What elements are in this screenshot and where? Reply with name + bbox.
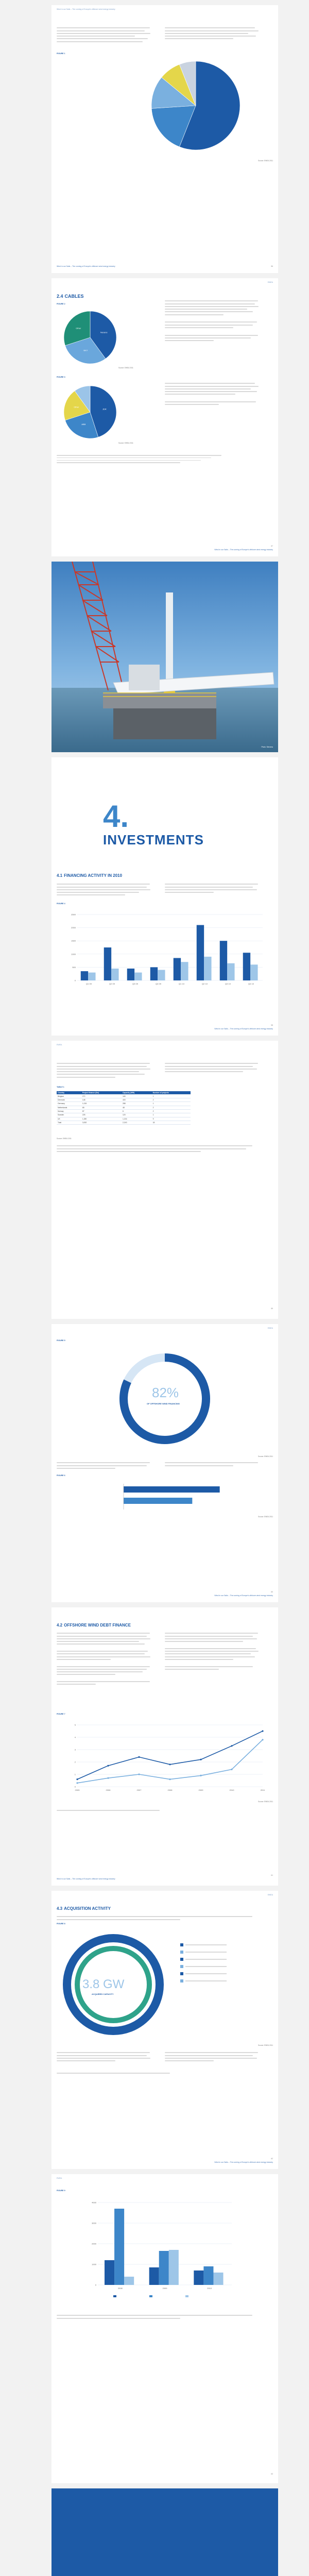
pie-slice-label: Other xyxy=(74,405,79,409)
bar-chart-acquisitions xyxy=(82,2197,237,2300)
footer: Wind in our Sails – The coming of Europe's offshore wind energy industry xyxy=(214,1595,273,1597)
bar xyxy=(204,957,211,980)
bar xyxy=(127,969,134,980)
data-point xyxy=(231,1769,232,1770)
bar xyxy=(124,2277,134,2285)
data-point xyxy=(200,1775,201,1776)
figure-label: FIGURE 7 xyxy=(57,1713,65,1715)
figure-label: FIGURE 5 xyxy=(57,1340,65,1342)
table-cell: 1,216 xyxy=(122,1117,152,1121)
y-tick-label: 1000 xyxy=(92,2263,96,2266)
table-cell: Norway xyxy=(57,1109,81,1113)
table-cell: 6 xyxy=(122,1109,152,1113)
bar-chart-financing xyxy=(62,909,268,992)
y-tick-label: 4000 xyxy=(92,2201,96,2204)
bar xyxy=(114,2209,124,2285)
table-cell: 2 xyxy=(152,1106,191,1109)
table-row xyxy=(57,1113,191,1117)
x-tick-label: 2008 xyxy=(117,2287,123,2290)
y-tick-label: 1 xyxy=(74,1773,76,1776)
table-header-cell: Project finance (€m) xyxy=(81,1091,122,1094)
x-tick-label: 2011 xyxy=(260,1789,265,1791)
table-cell: 1,015 xyxy=(81,1102,122,1106)
body-text-left xyxy=(57,1631,154,1687)
section-heading: 4.2 OFFSHORE WIND DEBT FINANCE xyxy=(57,1623,131,1628)
figure-label: FIGURE 8 xyxy=(57,1923,65,1925)
page-number: 57 xyxy=(271,545,273,547)
y-tick-label: 4 xyxy=(74,1736,76,1739)
series-line xyxy=(74,1740,263,1783)
legend-swatch xyxy=(180,1979,183,1982)
body-text-bottom xyxy=(57,1144,263,1154)
table-cell: 9 xyxy=(152,1117,191,1121)
body-text-left xyxy=(57,2050,154,2063)
x-tick-label: Q3 10 xyxy=(225,982,231,985)
page-9 xyxy=(52,2174,278,2483)
section-heading: 4.3 ACQUISITION ACTIVITY xyxy=(57,1906,111,1911)
x-tick-label: Q4 10 xyxy=(248,982,254,985)
table-cell: 148 xyxy=(81,1098,122,1101)
x-tick-label: Q3 09 xyxy=(132,982,138,985)
bar xyxy=(149,2267,159,2285)
table-cell: 3,092 xyxy=(81,1121,122,1125)
table-cell: Sweden xyxy=(57,1113,81,1117)
table-cell: 2 xyxy=(152,1109,191,1113)
figure-source: Source: EWEA 2011 xyxy=(258,1801,273,1803)
bar xyxy=(227,963,234,980)
body-text-left xyxy=(57,1061,154,1079)
hbar xyxy=(124,1498,192,1504)
series-line xyxy=(74,1731,263,1780)
x-tick-label: 2005 xyxy=(75,1789,80,1791)
table-cell: 2 xyxy=(152,1098,191,1101)
legend-swatch xyxy=(185,2295,188,2297)
page-number: 58 xyxy=(271,1024,273,1026)
bar xyxy=(158,970,165,980)
legend-swatch xyxy=(180,1972,183,1975)
table-row xyxy=(57,1102,191,1106)
y-tick-label: 2000 xyxy=(92,2242,96,2245)
table-row xyxy=(57,1117,191,1121)
table-cell: 1 xyxy=(152,1113,191,1117)
body-text-left xyxy=(57,1461,154,1470)
footer: Wind in our Sails – The coming of Europe's offshore wind energy industry xyxy=(214,549,273,551)
x-tick-label: Q2 09 xyxy=(109,982,115,985)
table-cell: Netherlands xyxy=(57,1106,81,1109)
bar xyxy=(243,953,250,980)
footnotes xyxy=(57,1808,263,1812)
data-point xyxy=(138,1756,140,1758)
y-tick-label: 3000 xyxy=(92,2222,96,2225)
percent-value: 82% xyxy=(152,1385,179,1400)
table-label: TABLE 1 xyxy=(57,1086,64,1088)
figure-source: Source: EWEA 2011 xyxy=(57,1138,72,1140)
footnotes xyxy=(57,453,263,465)
footer: Wind in our Sails – The coming of Europe's offshore wind energy industry xyxy=(214,1028,273,1030)
table-cell: 48 xyxy=(122,1106,152,1109)
body-text-left xyxy=(57,26,154,44)
figure-source: Source: EWEA 2011 xyxy=(118,367,133,369)
y-tick-label: 1000 xyxy=(71,953,76,956)
figure-label: FIGURE 3 xyxy=(57,376,65,378)
y-tick-label: 0 xyxy=(74,979,76,982)
table-header-cell: Capacity (MW) xyxy=(122,1091,152,1094)
financing-table xyxy=(57,1091,191,1125)
bar xyxy=(213,2273,223,2285)
body-text-intro xyxy=(57,1914,263,1922)
x-tick-label: Q2 10 xyxy=(202,982,208,985)
table-cell: Denmark xyxy=(57,1098,81,1101)
data-point xyxy=(169,1764,170,1765)
footer: Wind in our Sails – The coming of Europe's offshore wind energy industry xyxy=(57,1878,115,1880)
footer: Wind in our Sails – The coming of Europe's offshore wind energy industry xyxy=(214,2161,273,2163)
table-header-cell: Country xyxy=(57,1091,81,1094)
pie-slice-label: NKT xyxy=(83,349,88,352)
pie-slice-label: ABB xyxy=(81,422,86,426)
table-cell: 225 xyxy=(81,1113,122,1117)
y-tick-label: 2500 xyxy=(71,913,76,916)
x-tick-label: Q4 09 xyxy=(156,982,161,985)
table-cell: 87 xyxy=(81,1109,122,1113)
bar xyxy=(194,2270,203,2285)
figure-source: Source: EWEA 2011 xyxy=(258,2044,273,2046)
data-point xyxy=(107,1777,109,1779)
figure-source: Source: EWEA 2011 xyxy=(258,160,273,162)
x-tick-label: 2008 xyxy=(167,1789,173,1791)
body-text-right xyxy=(165,2050,263,2063)
x-tick-label: 2010 xyxy=(229,1789,234,1791)
x-tick-label: 2007 xyxy=(136,1789,142,1791)
bar xyxy=(174,958,181,980)
running-header: Wind in our Sails – The coming of Europe's offshore wind energy industry xyxy=(57,8,115,10)
figure-source: Source: EWEA 2011 xyxy=(258,1455,273,1458)
body-text-right xyxy=(165,1461,263,1468)
table-cell: 65 xyxy=(81,1106,122,1109)
line-chart-debt xyxy=(62,1720,268,1797)
percent-caption: OF OFFSHORE WIND FINANCING xyxy=(147,1402,180,1405)
section-heading: 2.4 CABLES xyxy=(57,294,84,299)
data-point xyxy=(138,1773,140,1775)
y-tick-label: 2 xyxy=(74,1760,76,1764)
table-cell: 165 xyxy=(122,1094,152,1098)
hbar xyxy=(124,1486,220,1493)
data-point xyxy=(200,1759,201,1760)
body-text-right xyxy=(165,882,263,894)
pie-slice-label: JDR xyxy=(102,408,107,411)
footer: Wind in our Sails – The coming of Europe's offshore wind energy industry xyxy=(57,265,115,267)
hbar-chart xyxy=(82,1481,237,1512)
page-number: 60 xyxy=(271,1591,273,1593)
bar xyxy=(169,2250,179,2285)
running-header: EWEA xyxy=(57,1044,62,1046)
figure-label: FIGURE 9 xyxy=(57,2190,65,2192)
pie-chart-2 xyxy=(62,309,118,366)
table-row xyxy=(57,1098,191,1101)
data-point xyxy=(76,1782,78,1784)
figure-label: FIGURE 2 xyxy=(57,303,65,305)
page-2 xyxy=(52,278,278,556)
body-text-right xyxy=(165,1631,263,1671)
table-cell: 18 xyxy=(152,1121,191,1125)
x-tick-label: 2006 xyxy=(106,1789,111,1791)
legend-swatch xyxy=(149,2295,152,2297)
page-1 xyxy=(52,5,278,273)
y-tick-label: 2000 xyxy=(71,926,76,929)
table-row xyxy=(57,1094,191,1098)
running-header-right: EWEA xyxy=(267,1894,273,1896)
x-tick-label: 2009 xyxy=(162,2287,167,2290)
bar xyxy=(104,947,111,980)
y-tick-label: 0 xyxy=(95,2283,96,2286)
pie-chart-3 xyxy=(62,384,118,440)
body-text xyxy=(57,2313,263,2320)
footnotes xyxy=(57,2071,263,2075)
table-cell: UK xyxy=(57,1117,81,1121)
legend-swatch xyxy=(180,1958,183,1961)
section-heading: 4.1 FINANCING ACTIVITY IN 2010 xyxy=(57,873,123,878)
photo-page xyxy=(52,562,278,752)
table-cell: 272 xyxy=(81,1094,122,1098)
data-point xyxy=(76,1778,78,1780)
chapter-number: 4. xyxy=(103,799,129,834)
page-number: 61 xyxy=(271,1874,273,1876)
table-header-cell: Number of projects xyxy=(152,1091,191,1094)
back-cover xyxy=(52,2488,278,2576)
y-tick-label: 5 xyxy=(74,1723,76,1726)
table-cell: 400 xyxy=(122,1098,152,1101)
bar xyxy=(150,967,158,980)
body-text-right-2 xyxy=(165,381,263,407)
x-tick-label: 2010 xyxy=(207,2287,212,2290)
wind-turbine-photo xyxy=(52,562,278,752)
table-cell: 1 xyxy=(152,1094,191,1098)
table-cell: 288 xyxy=(122,1102,152,1106)
body-text-left xyxy=(57,882,154,897)
running-header-right: EWEA xyxy=(267,281,273,283)
pie-slice-label: Other xyxy=(76,327,81,330)
table-row xyxy=(57,1106,191,1109)
pie-chart-1 xyxy=(149,59,242,152)
y-tick-label: 1500 xyxy=(71,939,76,942)
table-cell: Total xyxy=(57,1121,81,1125)
legend-swatch xyxy=(180,1951,183,1954)
bar xyxy=(197,925,204,980)
table-cell: 120 xyxy=(122,1113,152,1117)
legend-swatch xyxy=(113,2295,116,2297)
bar xyxy=(159,2251,169,2285)
bar xyxy=(81,971,88,980)
page-4 xyxy=(52,757,278,1036)
donut-caption: ACQUIRED CAPACITY xyxy=(92,1993,114,1995)
legend-swatch xyxy=(180,1943,183,1946)
figure-source: Source: EWEA 2011 xyxy=(118,442,133,444)
page-number: 56 xyxy=(271,265,273,267)
table-cell: Belgium xyxy=(57,1094,81,1098)
photo-credit: Photo: Siemens xyxy=(261,746,273,748)
bar xyxy=(181,962,188,980)
page-number: 63 xyxy=(271,2473,273,2475)
bar xyxy=(203,2266,213,2285)
x-tick-label: 2009 xyxy=(198,1789,203,1791)
bar xyxy=(220,941,227,980)
figure-label: FIGURE 1 xyxy=(57,53,65,55)
data-point xyxy=(231,1745,232,1747)
bar xyxy=(88,973,95,980)
body-text-right xyxy=(165,26,263,41)
data-point xyxy=(107,1765,109,1767)
x-tick-label: Q1 09 xyxy=(86,982,92,985)
figure-source: Source: EWEA 2011 xyxy=(258,1516,273,1518)
y-tick-label: 500 xyxy=(72,965,76,969)
bar xyxy=(134,973,142,980)
y-tick-label: 0 xyxy=(74,1785,76,1788)
table-cell: 2,243 xyxy=(122,1121,152,1125)
page-6 xyxy=(52,1324,278,1602)
page-8 xyxy=(52,1891,278,2169)
page-number: 59 xyxy=(271,1308,273,1310)
table-row xyxy=(57,1109,191,1113)
figure-label: FIGURE 4 xyxy=(57,903,65,905)
page-5 xyxy=(52,1041,278,1319)
pie-slice-label: Nexans xyxy=(100,331,108,334)
bar xyxy=(250,964,258,980)
table-cell: 1,280 xyxy=(81,1117,122,1121)
table-cell: Germany xyxy=(57,1102,81,1106)
legend-swatch xyxy=(180,1965,183,1968)
y-tick-label: 3 xyxy=(74,1748,76,1751)
x-tick-label: Q1 10 xyxy=(179,982,184,985)
bar xyxy=(105,2260,114,2285)
data-point xyxy=(169,1778,170,1780)
page-7 xyxy=(52,1607,278,1886)
figure-label: FIGURE 6 xyxy=(57,1475,65,1477)
body-text-right xyxy=(165,299,263,343)
table-row xyxy=(57,1121,191,1125)
donut-value: 3.8 GW xyxy=(82,1977,125,1991)
body-text-right xyxy=(165,1061,263,1074)
running-header-right: EWEA xyxy=(267,1327,273,1329)
bar xyxy=(111,969,118,980)
running-header: EWEA xyxy=(57,2177,62,2179)
data-point xyxy=(262,1739,263,1740)
data-point xyxy=(262,1730,263,1732)
chapter-title: INVESTMENTS xyxy=(103,832,204,848)
table-cell: 1 xyxy=(152,1102,191,1106)
page-number: 62 xyxy=(271,2158,273,2160)
